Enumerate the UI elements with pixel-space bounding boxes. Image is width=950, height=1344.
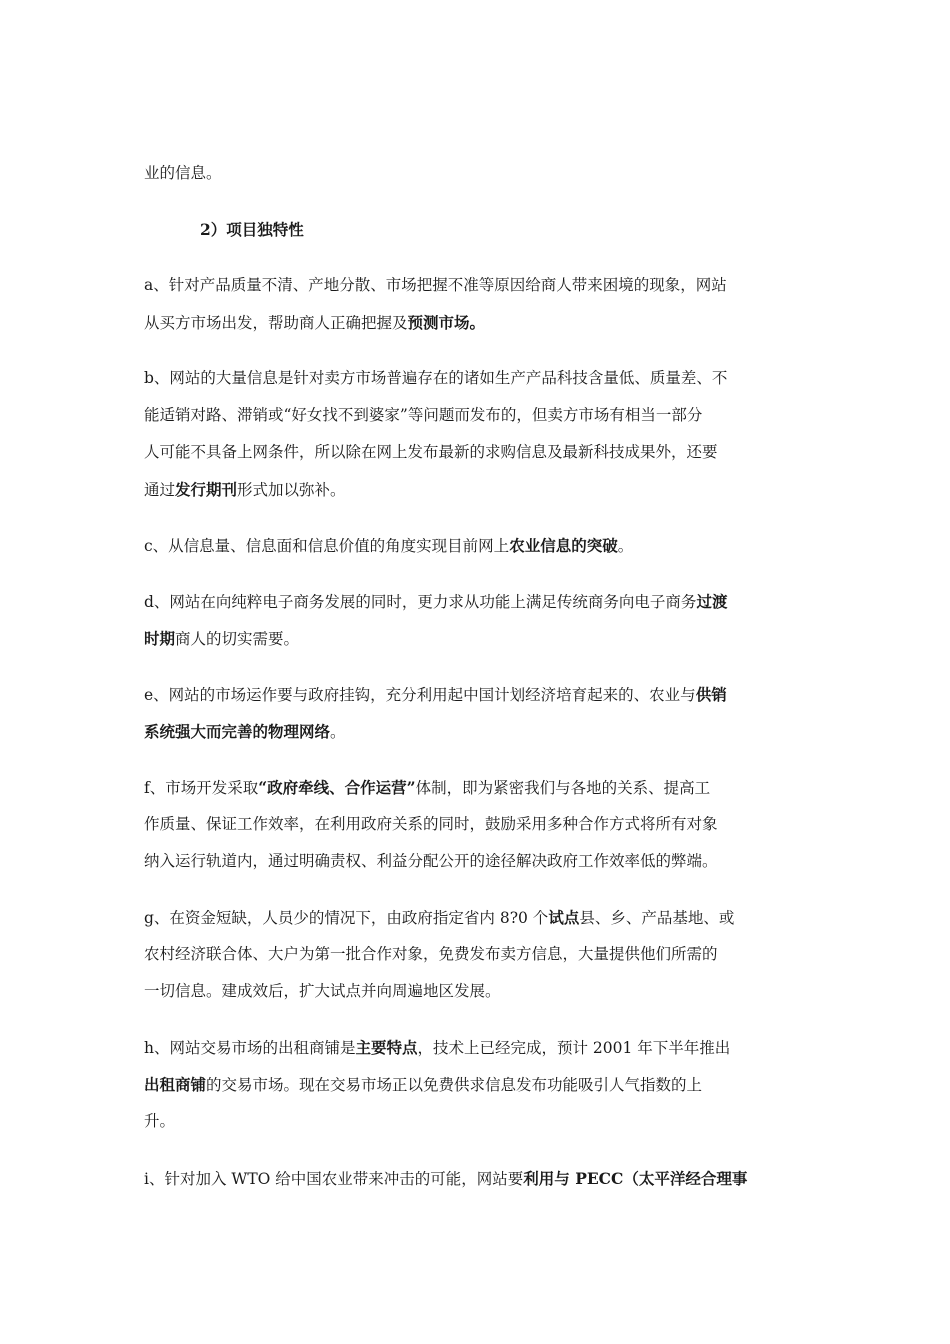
- paragraph-h-line: [144, 1066, 784, 1103]
- body-text: 的交易市场。现在交易市场正以免费供求信息发布功能吸引人气指数的上: [206, 1076, 703, 1094]
- paragraph-b-line: [144, 434, 784, 471]
- paragraph-b-line: [144, 471, 784, 508]
- intro-tail-text: 业的信息。: [144, 164, 222, 182]
- body-text: 纳入运行轨道内，通过明确责权、利益分配公开的途径解决政府工作效率低的弊端。: [144, 852, 718, 870]
- body-text: f、市场开发采取: [144, 779, 259, 797]
- section-heading: 2）项目独特性: [200, 220, 304, 239]
- body-text: b、网站的大量信息是针对卖方市场普遍存在的诸如生产产品科技含量低、质量差、不: [144, 369, 728, 387]
- emphasis-text: 时期: [144, 629, 176, 648]
- body-text: 通过: [144, 481, 176, 499]
- body-text: h、网站交易市场的出租商铺是: [144, 1039, 356, 1057]
- paragraph-h-line: [144, 1029, 784, 1066]
- emphasis-text: 农业信息的突破: [509, 536, 618, 555]
- body-text: 商人的切实需要。: [175, 630, 300, 648]
- paragraph-c: [144, 527, 784, 564]
- body-text: e、网站的市场运作要与政府挂钩，充分利用起中国计划经济培育起来的、农业与: [144, 686, 696, 704]
- body-text: 体制，即为紧密我们与各地的关系、提高工: [415, 779, 711, 797]
- body-text: c、从信息量、信息面和信息价值的角度实现目前网上: [144, 537, 510, 555]
- emphasis-text: 试点: [548, 908, 580, 927]
- emphasis-text: 发行期刊: [175, 480, 238, 499]
- body-text: ，技术上已经完成，预计 2001 年下半年推出: [417, 1039, 731, 1057]
- paragraph-f: [144, 769, 784, 880]
- paragraph-a: [144, 267, 784, 341]
- paragraph-d-line: [144, 583, 784, 620]
- paragraph-i-line: [144, 1160, 784, 1197]
- emphasis-text: 主要特点: [355, 1038, 418, 1057]
- body-text: i、针对加入 WTO 给中国农业带来冲击的可能，网站要: [144, 1170, 524, 1188]
- body-text: 人可能不具备上网条件，所以除在网上发布最新的求购信息及最新科技成果外，还要: [144, 443, 718, 461]
- emphasis-text: “政府牵线、合作运营”: [258, 778, 416, 797]
- paragraph-g-line: [144, 899, 784, 936]
- body-text: 作质量、保证工作效率，在利用政府关系的同时，鼓励采用多种合作方式将所有对象: [144, 815, 718, 833]
- paragraph-b: [144, 360, 784, 508]
- paragraph-g-line: [144, 936, 784, 973]
- paragraph-b-line: [144, 360, 784, 397]
- paragraph-h-line: [144, 1103, 784, 1140]
- paragraph-f-line: [144, 769, 784, 806]
- emphasis-text: 预测市场。: [407, 313, 486, 332]
- paragraph-e: [144, 676, 784, 750]
- body-text: d、网站在向纯粹电子商务发展的同时，更力求从功能上满足传统商务向电子商务: [144, 593, 697, 611]
- body-text: 升。: [144, 1112, 176, 1130]
- paragraph-g-line: [144, 973, 784, 1010]
- body-text: 从买方市场出发，帮助商人正确把握及: [144, 314, 408, 332]
- paragraph-g: [144, 899, 784, 1010]
- paragraph-c-line: [144, 527, 784, 564]
- paragraph-f-line: [144, 806, 784, 843]
- emphasis-text: 过渡: [696, 592, 728, 611]
- body-text: g、在资金短缺，人员少的情况下，由政府指定省内 8?0 个: [144, 909, 549, 927]
- emphasis-text: 供销: [695, 685, 727, 704]
- body-text: 县、乡、产品基地、或: [579, 909, 735, 927]
- paragraph-a-line: [144, 304, 784, 341]
- body-text: a、针对产品质量不清、产地分散、市场把握不准等原因给商人带来困境的现象，网站: [144, 276, 727, 294]
- paragraph-f-line: [144, 843, 784, 880]
- paragraph-e-line: [144, 713, 784, 750]
- paragraph-h: [144, 1029, 784, 1140]
- paragraph-i: [144, 1160, 784, 1197]
- paragraph-e-line: [144, 676, 784, 713]
- paragraph-b-line: [144, 397, 784, 434]
- emphasis-text: 系统强大而完善的物理网络: [144, 722, 331, 741]
- emphasis-text: 出租商铺: [144, 1075, 207, 1094]
- body-text: 一切信息。建成效后，扩大试点并向周遍地区发展。: [144, 982, 501, 1000]
- paragraph-d: [144, 583, 784, 657]
- body-text: 形式加以弥补。: [237, 481, 346, 499]
- paragraph-d-line: [144, 620, 784, 657]
- paragraph-a-line: [144, 267, 784, 304]
- body-text: 。: [617, 537, 634, 555]
- body-text: 能适销对路、滞销或“好女找不到婆家”等问题而发布的，但卖方市场有相当一部分: [144, 406, 703, 424]
- emphasis-text: 利用与 PECC（太平洋经合理事: [523, 1169, 748, 1188]
- body-text: 。: [330, 723, 346, 741]
- body-text: 农村经济联合体、大户为第一批合作对象，免费发布卖方信息，大量提供他们所需的: [144, 945, 718, 963]
